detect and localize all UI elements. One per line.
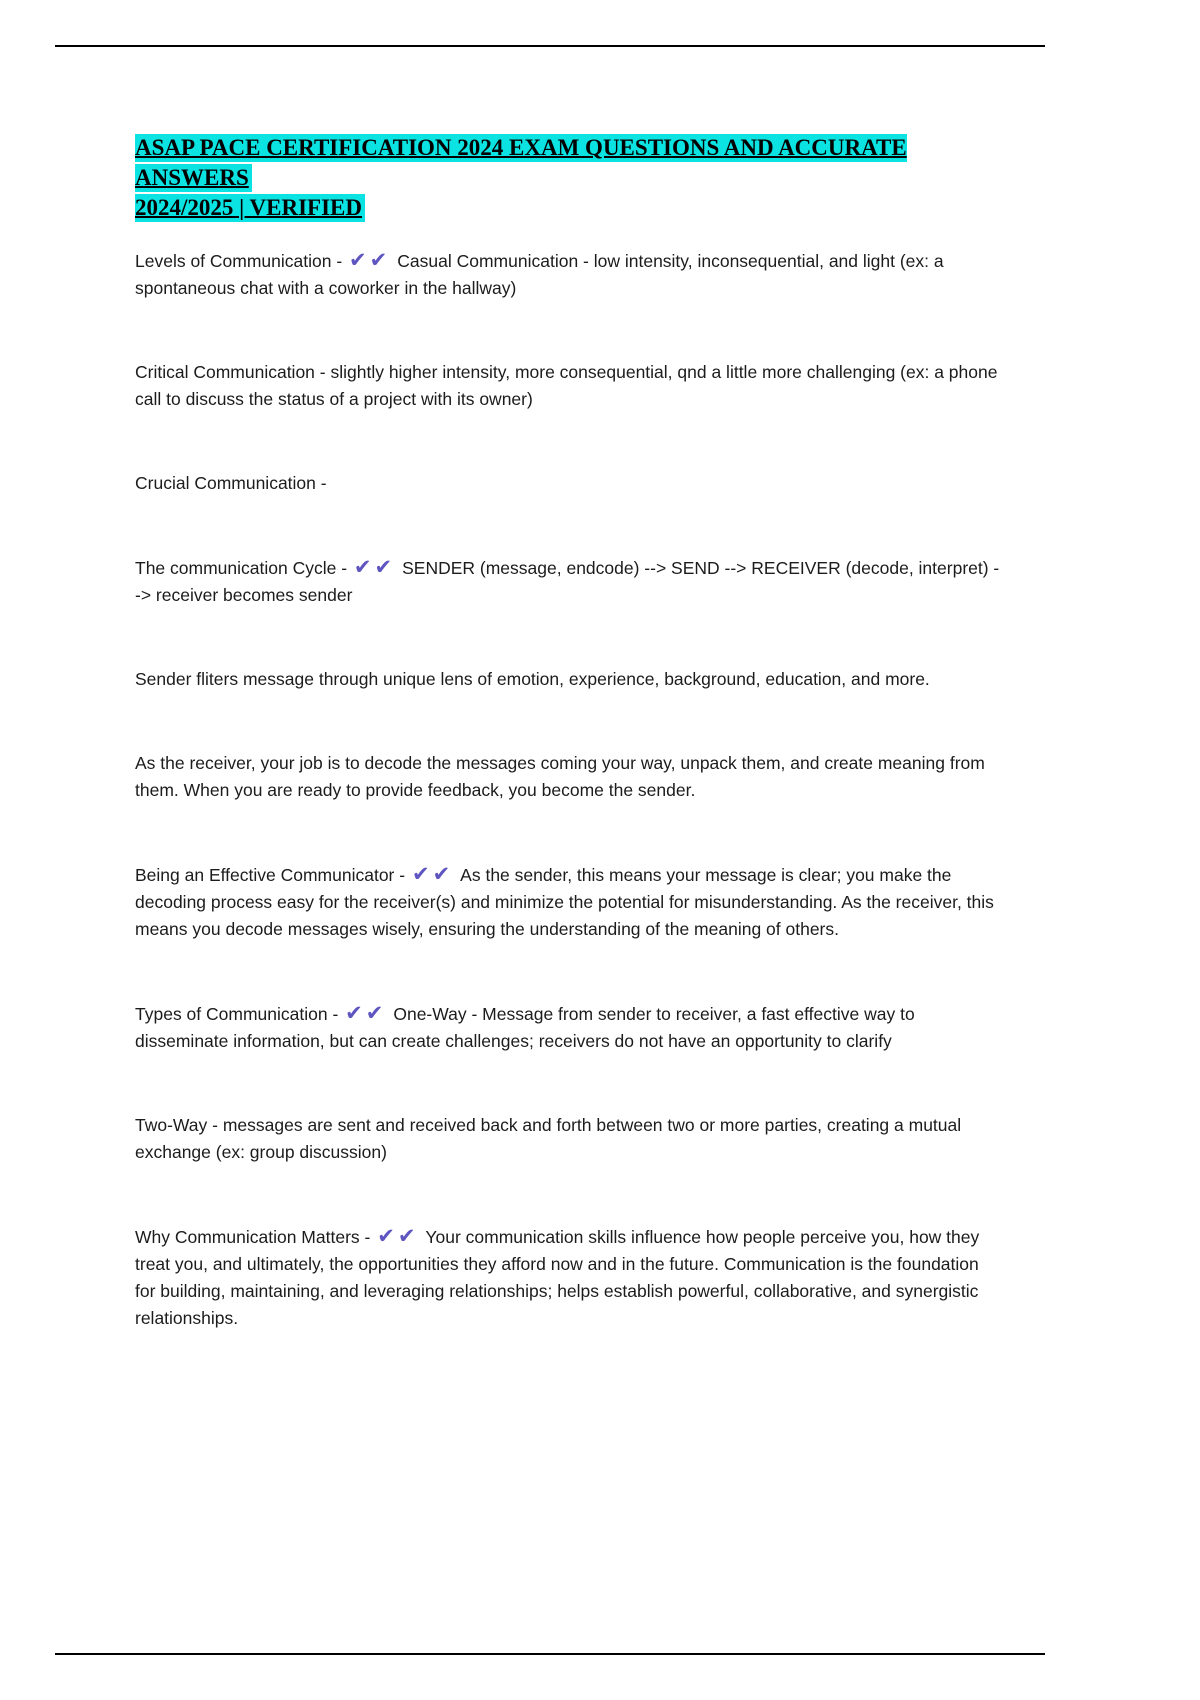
check-icon: ✔ [432, 863, 454, 886]
answer-text: Two-Way - messages are sent and received back and forth between two or more parties, creating a mutual exchange (ex: group discussion) [135, 1115, 962, 1162]
check-icon: ✔ [365, 1002, 387, 1025]
question-text: Why Communication Matters - [135, 1227, 376, 1247]
question-text: The communication Cycle - [135, 558, 352, 578]
document-title [135, 133, 1003, 223]
answer-text: As the receiver, your job is to decode the messages coming your way, unpack them, and create meaning from them. When you are ready to provide feedback, you become the sender. [135, 753, 985, 800]
check-icon: ✔ [374, 556, 396, 579]
question-text: Crucial Communication - [135, 473, 327, 493]
qa-paragraph [135, 1000, 1003, 1055]
qa-paragraph [135, 470, 1003, 497]
answer-text: As the sender, this means your message is clear; you make the decoding process easy for the receiver(s) and minimize the potential for misunderstanding. As the receiver, this means you decode messages wisely, ensuring the understanding of the meaning of others. [135, 865, 994, 939]
check-icon: ✔ [411, 863, 433, 886]
check-icons [377, 1225, 418, 1248]
header-rule [55, 45, 1045, 47]
check-icons [349, 249, 390, 272]
answer-text: Your communication skills influence how people perceive you, how they treat you, and ultimately, the opportunities they afford now and in the future. Communication is the foundation for building, maintaining, and leveraging relationships; helps establish powerful, collaborative, and synergistic relationships. [135, 1227, 980, 1328]
answer-text: Sender fliters message through unique lens of emotion, experience, background, education, and more. [135, 669, 930, 689]
qa-paragraph [135, 861, 1003, 943]
qa-paragraph [135, 1223, 1003, 1332]
answer-text: SENDER (message, endcode) --> SEND --> RECEIVER (decode, interpret) --> receiver becomes sender [135, 558, 1000, 605]
answer-text: Critical Communication - slightly higher intensity, more consequential, qnd a little more challenging (ex: a phone call to discuss the status of a project with its owner) [135, 362, 998, 409]
check-icon: ✔ [353, 556, 375, 579]
qa-paragraph [135, 666, 1003, 693]
answer-text: One-Way - Message from sender to receiver, a fast effective way to disseminate information, but can create challenges; receivers do not have an opportunity to clarify [135, 1004, 915, 1051]
question-text: Being an Effective Communicator - [135, 865, 410, 885]
document-content [135, 133, 1003, 1389]
qa-paragraph [135, 1112, 1003, 1166]
check-icon: ✔ [377, 1225, 398, 1248]
qa-paragraph [135, 359, 1003, 413]
check-icon: ✔ [345, 1002, 366, 1025]
check-icon: ✔ [397, 1225, 419, 1248]
title-line-1: ASAP PACE CERTIFICATION 2024 EXAM QUESTIONS AND ACCURATE ANSWERS [135, 135, 907, 190]
check-icons [412, 863, 453, 886]
qa-list [135, 247, 1003, 1332]
qa-paragraph [135, 247, 1003, 302]
check-icons [345, 1002, 386, 1025]
title-row-2 [135, 193, 1003, 223]
check-icon: ✔ [369, 249, 391, 272]
check-icon: ✔ [349, 249, 370, 272]
footer-rule [55, 1653, 1045, 1655]
answer-text: Casual Communication - low intensity, inconsequential, and light (ex: a spontaneous chat with a coworker in the hallway) [135, 251, 944, 298]
title-row-1 [135, 133, 1003, 193]
qa-paragraph [135, 554, 1003, 609]
title-line-2: 2024/2025 | VERIFIED [135, 194, 365, 222]
question-text: Levels of Communication - [135, 251, 348, 271]
check-icons [354, 556, 395, 579]
qa-paragraph [135, 750, 1003, 804]
question-text: Types of Communication - [135, 1004, 344, 1024]
